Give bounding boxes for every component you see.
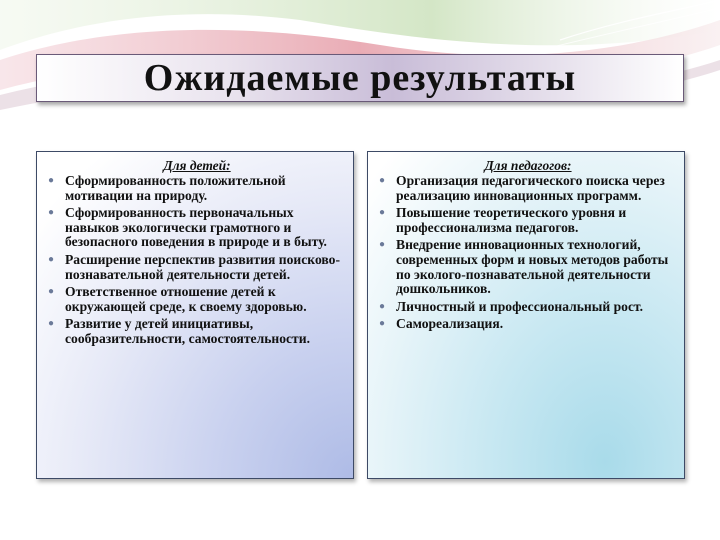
children-results-list — [47, 174, 347, 347]
children-results-card — [36, 151, 354, 479]
bullet-icon: ● — [48, 175, 55, 186]
list-item: ● Внедрение инновационных технологий, современных форм и новых методов работы по эколого-познавательной деятельности дошкольников. — [379, 237, 669, 297]
list-item: ● Самореализация. — [379, 316, 504, 332]
list-item: ● Повышение теоретического уровня и профессионализма педагогов. — [379, 205, 627, 235]
children-heading: Для детей: — [163, 158, 231, 173]
list-item: ● Ответственное отношение детей к окружающей среде, к своему здоровью. — [48, 284, 307, 314]
bullet-icon: ● — [379, 318, 386, 330]
bullet-icon: ● — [48, 207, 55, 219]
bullet-icon: ● — [379, 175, 386, 186]
list-item: ● Организация педагогического поиска через реализацию инновационных программ. — [379, 173, 665, 203]
bullet-icon: ● — [379, 300, 386, 312]
slide-title: Ожидаемые результаты — [143, 57, 577, 99]
list-item: ● Сформированность первоначальных навыков экологически грамотного и безопасного поведения в природе и в быту. — [48, 205, 327, 250]
title-banner — [36, 54, 684, 102]
teachers-results-card — [367, 151, 685, 479]
list-item: ● Личностный и профессиональный рост. — [379, 298, 644, 314]
list-item: ● Развитие у детей инициативы, сообразительности, самостоятельности. — [48, 316, 310, 346]
bullet-icon: ● — [379, 239, 386, 251]
bullet-icon: ● — [48, 253, 55, 265]
list-item: ● Сформированность положительной мотивации на природу. — [48, 173, 286, 203]
bullet-icon: ● — [48, 286, 55, 298]
bullet-icon: ● — [379, 207, 386, 219]
list-item: ● Расширение перспектив развития поисково-познавательной деятельности детей. — [48, 251, 340, 282]
bullet-icon: ● — [48, 318, 55, 330]
teachers-heading: Для педагогов: — [484, 158, 572, 173]
teachers-results-list — [378, 174, 678, 332]
